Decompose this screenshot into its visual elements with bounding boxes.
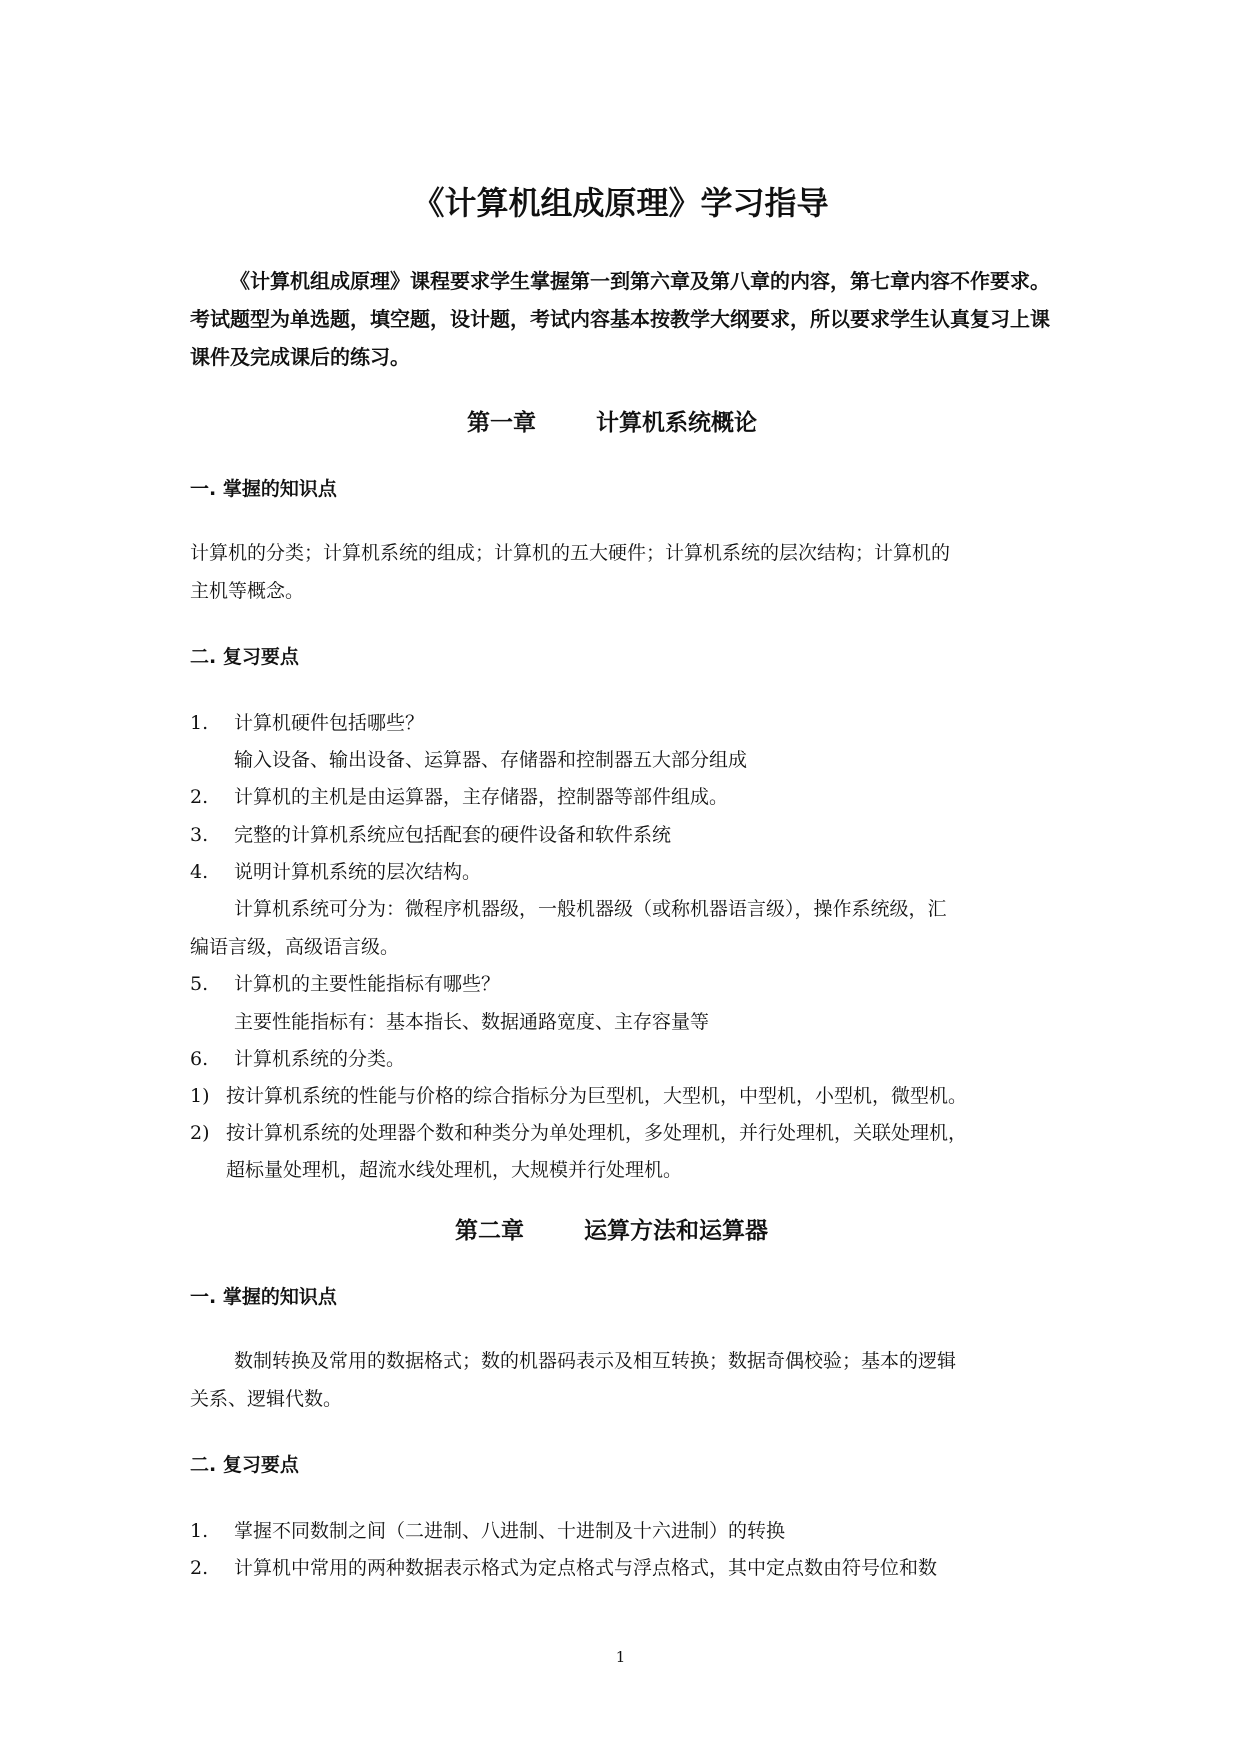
- ch1-item: 1. 计算机硬件包括哪些？: [190, 712, 425, 734]
- document-title: 《计算机组成原理》学习指导: [412, 184, 829, 222]
- ch1-item-answer: 编语言级，高级语言级。: [190, 936, 400, 958]
- ch1-item: 3. 完整的计算机系统应包括配套的硬件设备和软件系统: [190, 824, 672, 846]
- ch1-subitem: 1) 按计算机系统的性能与价格的综合指标分为巨型机，大型机，中型机，小型机，微型机。: [190, 1085, 968, 1107]
- ch2-knowledge-line-2: 关系、逻辑代数。: [190, 1388, 343, 1410]
- ch2-section-knowledge: 一. 掌握的知识点: [190, 1286, 337, 1308]
- ch1-item-answer: 输入设备、输出设备、运算器、存储器和控制器五大部分组成: [234, 749, 748, 771]
- ch2-section-review: 二. 复习要点: [190, 1454, 299, 1476]
- chapter-1-number: 第一章: [467, 410, 536, 436]
- chapter-1-heading: [467, 404, 757, 437]
- chapter-2-number: 第二章: [455, 1218, 524, 1244]
- chapter-1-name: 计算机系统概论: [596, 410, 757, 436]
- chapter-2-heading: [455, 1212, 768, 1245]
- ch1-knowledge-line-2: 主机等概念。: [190, 580, 305, 602]
- ch1-item-answer: 计算机系统可分为：微程序机器级，一般机器级（或称机器语言级），操作系统级，汇: [234, 898, 947, 920]
- ch2-knowledge-line-1: 数制转换及常用的数据格式；数的机器码表示及相互转换；数据奇偶校验；基本的逻辑: [234, 1350, 957, 1372]
- ch1-item: 6. 计算机系统的分类。: [190, 1048, 406, 1070]
- ch1-subitem: 2) 按计算机系统的处理器个数和种类分为单处理机，多处理机，并行处理机，关联处理机，: [190, 1122, 968, 1144]
- ch2-item: 1. 掌握不同数制之间（二进制、八进制、十进制及十六进制）的转换: [190, 1520, 786, 1542]
- ch1-item: 5. 计算机的主要性能指标有哪些？: [190, 973, 501, 995]
- ch1-subitem-continued: 超标量处理机，超流水线处理机，大规模并行处理机。: [226, 1159, 683, 1181]
- page-number: 1: [615, 1648, 626, 1666]
- ch1-item: 4. 说明计算机系统的层次结构。: [190, 861, 482, 883]
- ch2-item: 2. 计算机中常用的两种数据表示格式为定点格式与浮点格式，其中定点数由符号位和数: [190, 1557, 938, 1579]
- ch1-section-review: 二. 复习要点: [190, 646, 299, 668]
- ch1-item-answer: 主要性能指标有：基本指长、数据通路宽度、主存容量等: [234, 1011, 710, 1033]
- chapter-2-name: 运算方法和运算器: [584, 1218, 768, 1244]
- ch1-section-knowledge: 一. 掌握的知识点: [190, 478, 337, 500]
- ch1-knowledge-line-1: 计算机的分类；计算机系统的组成；计算机的五大硬件；计算机系统的层次结构；计算机的: [190, 542, 951, 564]
- ch1-item: 2. 计算机的主机是由运算器，主存储器，控制器等部件组成。: [190, 786, 729, 808]
- intro-paragraph: 《计算机组成原理》课程要求学生掌握第一到第六章及第八章的内容，第七章内容不作要求。考试题型为单选题，填空题，设计题，考试内容基本按教学大纲要求，所以要求学生认真复习上课课件及完成课后的练习。: [190, 269, 1050, 369]
